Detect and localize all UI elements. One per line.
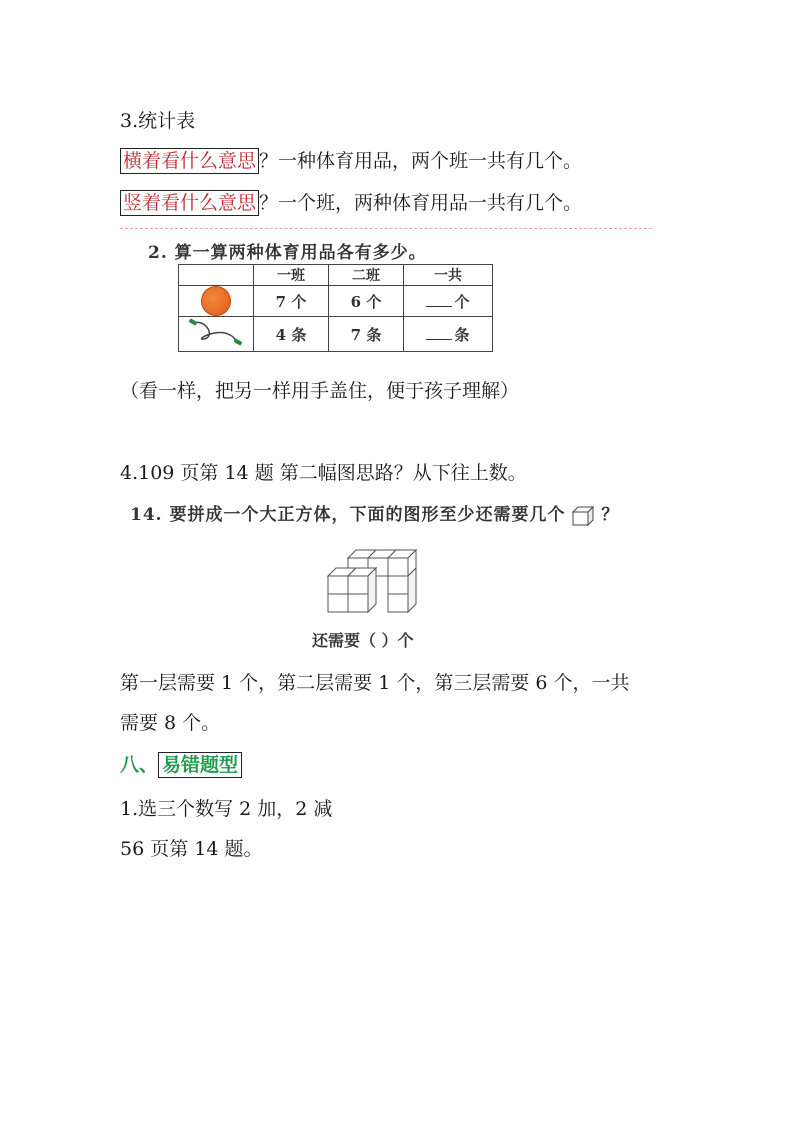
table-cell: 7 条 <box>329 317 404 352</box>
table-cell: 6 个 <box>329 286 404 317</box>
unit-label: 条 <box>454 325 470 344</box>
table-cell <box>179 286 254 317</box>
table-header-cell: 一班 <box>254 265 329 286</box>
small-cube-icon <box>572 506 594 526</box>
col-text: ？一个班，两种体育用品一共有几个。 <box>259 192 583 214</box>
question-14-end: ？ <box>601 505 620 525</box>
ball-icon <box>201 286 231 316</box>
answer-line-2: 需要 8 个。 <box>120 712 221 734</box>
table-header-cell: 二班 <box>329 265 404 286</box>
section8-item1: 1.选三个数写 2 加，2 减 <box>120 798 333 820</box>
section3-heading: 3.统计表 <box>120 110 196 132</box>
sports-table <box>178 264 493 352</box>
row-question <box>120 146 582 174</box>
answer-blank <box>426 292 452 307</box>
col-question <box>120 188 582 216</box>
section8-item2: 56 页第 14 题。 <box>120 838 263 860</box>
row-label: 横着看什么意思 <box>120 148 259 174</box>
answer-line-1: 第一层需要 1 个，第二层需要 1 个，第三层需要 6 个，一共 <box>120 672 630 694</box>
answer-blank <box>426 325 452 340</box>
table-cell <box>404 317 493 352</box>
question-14-text: 14. 要拼成一个大正方体，下面的图形至少还需要几个 <box>130 505 566 525</box>
table-cell <box>404 286 493 317</box>
table-header-cell: 一共 <box>404 265 493 286</box>
table-cell: 4 条 <box>254 317 329 352</box>
table-header-row <box>179 265 493 286</box>
table-cell <box>179 317 254 352</box>
divider <box>120 228 652 229</box>
section8-title: 易错题型 <box>158 752 242 778</box>
need-label: 还需要（ ）个 <box>312 631 414 650</box>
tip-text: （看一样，把另一样用手盖住，便于孩子理解） <box>120 380 520 402</box>
table-row <box>179 317 493 352</box>
exercise2-title: 2. 算一算两种体育用品各有多少。 <box>148 243 427 263</box>
cube-stack-figure <box>326 548 426 624</box>
question-14 <box>130 500 619 526</box>
section8-heading <box>120 750 242 778</box>
section4-heading: 4.109 页第 14 题 第二幅图思路？从下往上数。 <box>120 462 527 484</box>
col-label: 竖着看什么意思 <box>120 190 259 216</box>
row-text: ？一种体育用品，两个班一共有几个。 <box>259 150 583 172</box>
section8-number: 八、 <box>120 754 159 776</box>
table-cell: 7 个 <box>254 286 329 317</box>
jump-rope-icon <box>186 317 246 347</box>
table-header-cell <box>179 265 254 286</box>
unit-label: 个 <box>454 292 470 311</box>
table-row <box>179 286 493 317</box>
